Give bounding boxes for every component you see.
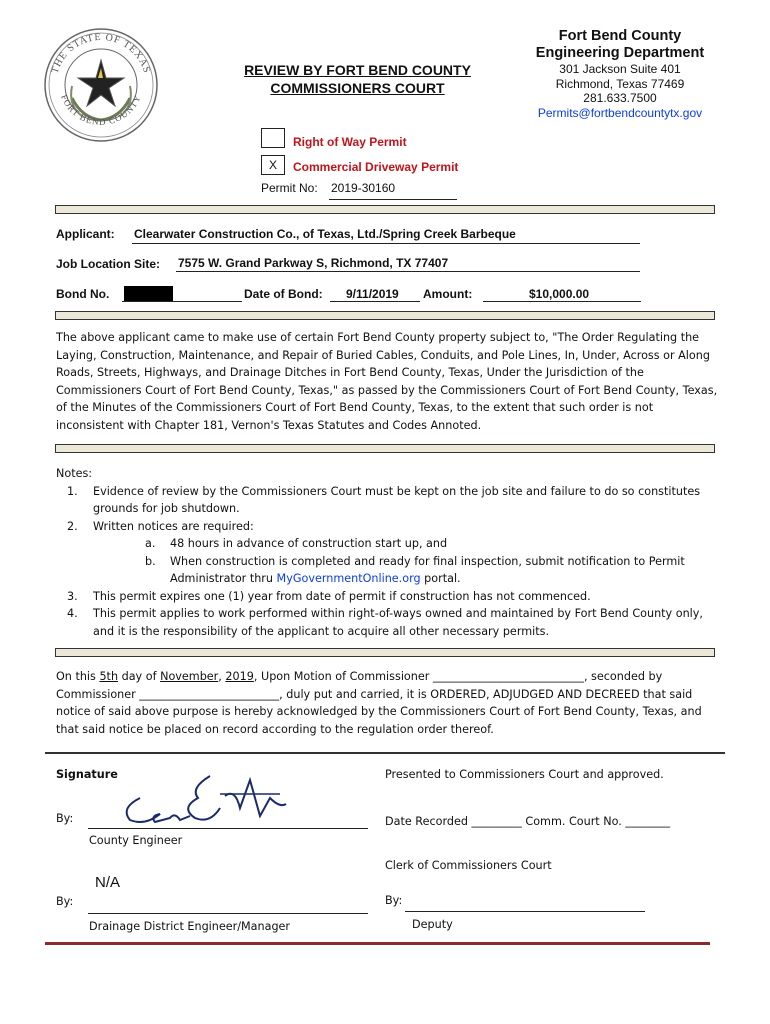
notes-heading: Notes: bbox=[56, 467, 93, 480]
bond-date-value: 9/11/2019 bbox=[346, 287, 399, 301]
svg-text:FORT BEND COUNTY: FORT BEND COUNTY bbox=[59, 92, 143, 128]
note-text: and it is the responsibility of the applicant to acquire all other necessary permits. bbox=[93, 624, 549, 638]
county-engineer-label: County Engineer bbox=[89, 834, 183, 847]
subnote-text: portal. bbox=[420, 572, 461, 585]
by-label-1: By: bbox=[56, 812, 74, 825]
note-number: 1. bbox=[67, 484, 78, 498]
bond-label: Bond No. bbox=[56, 287, 110, 301]
note-number: 4. bbox=[67, 607, 78, 620]
order-text: On this bbox=[56, 670, 100, 683]
office-address-1: 301 Jackson Suite 401 bbox=[559, 62, 681, 76]
office-email-link[interactable]: Permits@fortbendcountytx.gov bbox=[537, 105, 703, 120]
permit-no-label: Permit No: bbox=[261, 181, 318, 195]
terms-line: inconsistent with Chapter 181, Vernon's Texas Statutes and Codes Annoted. bbox=[56, 418, 482, 432]
by-label-2: By: bbox=[56, 895, 74, 908]
order-day: 5th bbox=[99, 670, 119, 683]
order-line: notice of said above purpose is hereby acknowledged by the Commissioners Court of Fort Bend County, Texas, and bbox=[56, 705, 702, 718]
location-value: 7575 W. Grand Parkway S, Richmond, TX 77407 bbox=[178, 256, 449, 270]
note-text: grounds for job shutdown. bbox=[93, 502, 240, 515]
presented-text: Presented to Commissioners Court and approved. bbox=[385, 768, 664, 781]
mygovernmentonline-link[interactable]: MyGovernmentOnline.org bbox=[276, 572, 421, 585]
terms-line: Roads, Streets, Highways, and Drainage Ditches in Fort Bend County, Texas, Under the Jurisdiction of the bbox=[56, 366, 644, 379]
date-recorded-text: Date Recorded _________ Comm. Court No. ________ bbox=[385, 815, 671, 828]
amount-label: Amount: bbox=[423, 287, 473, 301]
order-line: that said notice be placed on record according to the regulation order thereof. bbox=[56, 722, 494, 736]
title-line-1: REVIEW BY FORT BEND COUNTY bbox=[244, 62, 471, 78]
note-number: 3. bbox=[67, 589, 78, 603]
order-month: November bbox=[160, 670, 219, 683]
divider-bar-1 bbox=[55, 205, 715, 214]
bond-date-underline bbox=[330, 301, 420, 302]
section-rule bbox=[45, 752, 725, 754]
subnote-text: Administrator thru bbox=[170, 572, 277, 585]
applicant-label: Applicant: bbox=[56, 227, 115, 241]
order-text: day of bbox=[118, 670, 161, 683]
subnote-letter: b. bbox=[145, 554, 156, 568]
signature-heading: Signature bbox=[56, 768, 118, 781]
county-engineer-signature bbox=[110, 768, 290, 830]
order-year: 2019 bbox=[225, 670, 254, 683]
commercial-driveway-label: Commercial Driveway Permit bbox=[293, 160, 459, 174]
note-text: This permit applies to work performed within right-of-ways owned and maintained by Fort Bend County only, bbox=[93, 607, 703, 620]
order-text: , bbox=[218, 670, 226, 683]
order-line: Commissioner _________________________, duly put and carried, it is ORDERED, ADJUDGED AND DECREED that said bbox=[56, 687, 693, 701]
na-text: N/A bbox=[95, 874, 121, 891]
order-text: , Upon Motion of Commissioner ___________________________, seconded by bbox=[253, 670, 663, 683]
bond-underline bbox=[122, 301, 242, 302]
divider-bar-4 bbox=[55, 648, 715, 657]
permit-no-value: 2019-30160 bbox=[331, 181, 396, 195]
by-label-3: By: bbox=[385, 894, 403, 907]
svg-text:THE STATE OF TEXAS: THE STATE OF TEXAS bbox=[49, 31, 153, 75]
order-paragraph bbox=[56, 668, 726, 738]
note-text: This permit expires one (1) year from date of permit if construction has not commenced. bbox=[93, 589, 591, 603]
terms-line: of the Minutes of the Commissioners Court of Fort Bend County, Texas, to the extent that such order is not bbox=[56, 401, 654, 414]
document-title bbox=[225, 61, 490, 97]
bottom-rule bbox=[45, 942, 710, 945]
right-of-way-checkbox[interactable] bbox=[261, 128, 285, 148]
right-of-way-label: Right of Way Permit bbox=[293, 135, 407, 149]
divider-bar-3 bbox=[55, 444, 715, 453]
deputy-line bbox=[405, 911, 645, 912]
amount-value: $10,000.00 bbox=[529, 287, 590, 301]
subnote-letter: a. bbox=[145, 537, 156, 550]
clerk-text: Clerk of Commissioners Court bbox=[385, 859, 552, 872]
drainage-line bbox=[88, 913, 368, 914]
note-number: 2. bbox=[67, 519, 78, 533]
terms-line: Commissioners Court of Fort Bend County, Texas," as passed by the Commissioners Court of Fort Bend County, Texas, bbox=[56, 383, 718, 397]
bond-number-redaction bbox=[124, 286, 173, 301]
note-text: Written notices are required: bbox=[93, 519, 254, 533]
drainage-label: Drainage District Engineer/Manager bbox=[89, 920, 291, 933]
applicant-value: Clearwater Construction Co., of Texas, Ltd./Spring Creek Barbeque bbox=[134, 227, 516, 241]
office-name-1: Fort Bend County bbox=[558, 28, 682, 44]
terms-line: Laying, Construction, Maintenance, and Repair of Buried Cables, Conduits, and Pole Lines, In, Under, Across or Along bbox=[56, 348, 710, 362]
office-name-2: Engineering Department bbox=[535, 45, 705, 61]
office-phone: 281.633.7500 bbox=[583, 91, 657, 105]
terms-paragraph bbox=[56, 329, 726, 434]
commercial-driveway-checkbox[interactable]: X bbox=[261, 155, 285, 175]
notes-section bbox=[56, 465, 726, 640]
subnote-text: When construction is completed and ready for final inspection, submit notification to Permit bbox=[170, 554, 685, 568]
permit-no-underline bbox=[329, 199, 457, 200]
location-label: Job Location Site: bbox=[56, 257, 161, 271]
county-engineer-line bbox=[88, 828, 368, 829]
terms-line: The above applicant came to make use of certain Fort Bend County property subject to, "The Order Regulating the bbox=[56, 331, 700, 344]
applicant-underline bbox=[132, 243, 640, 244]
location-underline bbox=[176, 271, 640, 272]
divider-bar-2 bbox=[55, 311, 715, 320]
county-seal-icon bbox=[42, 26, 160, 144]
bond-date-label: Date of Bond: bbox=[244, 287, 323, 301]
deputy-label: Deputy bbox=[412, 918, 453, 931]
amount-underline bbox=[483, 301, 641, 302]
subnote-text: 48 hours in advance of construction start up, and bbox=[170, 537, 448, 550]
note-text: Evidence of review by the Commissioners Court must be kept on the job site and failure to do so constitutes bbox=[93, 484, 701, 498]
title-line-2: COMMISSIONERS COURT bbox=[270, 80, 445, 96]
office-block bbox=[520, 28, 720, 120]
office-address-2: Richmond, Texas 77469 bbox=[555, 76, 685, 91]
